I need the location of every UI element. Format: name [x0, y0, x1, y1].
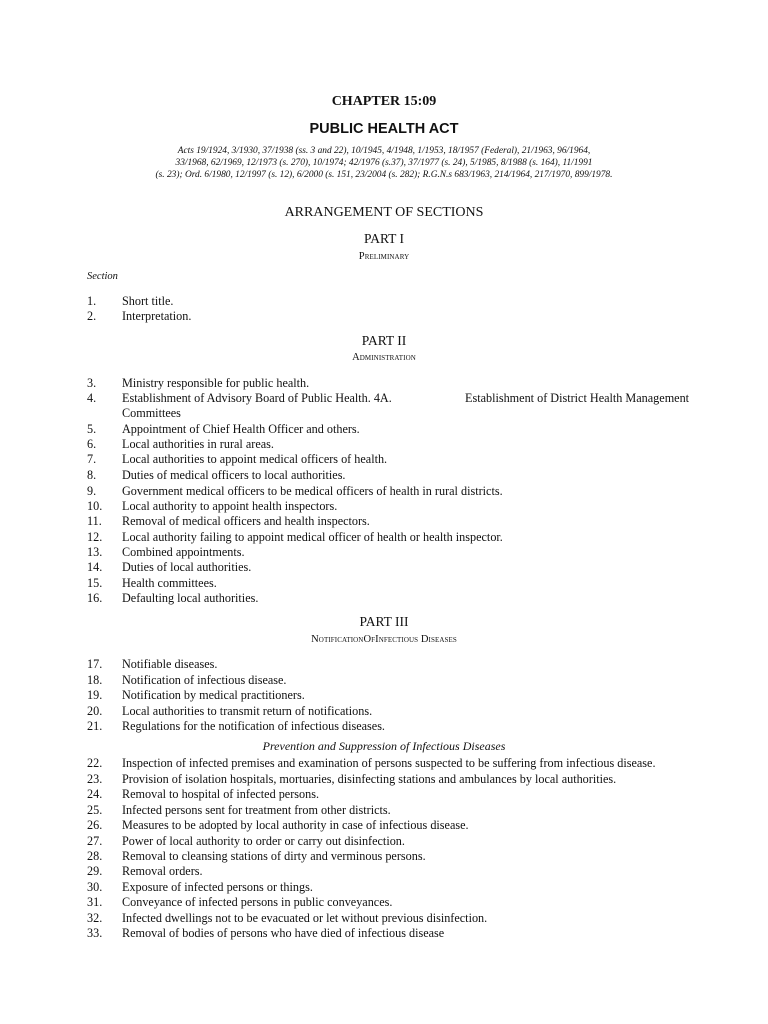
acts-line: (s. 23); Ord. 6/1980, 12/1997 (s. 12), 6/2000 (s. 151, 23/2004 (s. 282); R.G.N.s 683/1963, 214/1964, 217/1970, 899/1978. [155, 170, 613, 180]
subsection-heading: Prevention and Suppression of Infectious Diseases [262, 739, 506, 753]
section-title: Duties of local authorities. [122, 560, 252, 574]
section-number: 15. [87, 576, 103, 590]
section-number: 25. [87, 803, 103, 817]
section-title: Power of local authority to order or carry out disinfection. [122, 834, 405, 848]
section-title-wrap: Committees [122, 406, 181, 420]
section-number: 11. [87, 514, 102, 528]
section-number: 4. [87, 391, 97, 405]
section-title: Appointment of Chief Health Officer and others. [122, 422, 360, 436]
section-number: 12. [87, 530, 103, 544]
section-title: Inspection of infected premises and examination of persons suspected to be suffering from infectious disease. [122, 756, 656, 770]
section-title: Exposure of infected persons or things. [122, 880, 313, 894]
section-title: Duties of medical officers to local authorities. [122, 468, 346, 482]
section-number: 10. [87, 499, 103, 513]
section-title: Infected dwellings not to be evacuated or let without previous disinfection. [122, 911, 488, 925]
part-subheading: NotificationOfInfectious Diseases [311, 634, 457, 645]
part-subheading: Administration [352, 352, 416, 363]
section-title: Removal of medical officers and health inspectors. [122, 514, 370, 528]
arrangement-heading: ARRANGEMENT OF SECTIONS [284, 205, 484, 220]
section-number: 14. [87, 560, 103, 574]
section-number: 31. [87, 895, 103, 909]
section-title: Conveyance of infected persons in public conveyances. [122, 895, 393, 909]
section-title: Interpretation. [122, 309, 192, 323]
section-title-continued: Establishment of District Health Management [465, 391, 690, 405]
section-title: Local authority failing to appoint medical officer of health or health inspector. [122, 530, 503, 544]
section-title: Local authority to appoint health inspectors. [122, 499, 338, 513]
section-number: 23. [87, 772, 103, 786]
section-number: 22. [87, 756, 103, 770]
section-number: 19. [87, 688, 103, 702]
section-number: 3. [87, 376, 97, 390]
section-number: 7. [87, 452, 97, 466]
section-number: 13. [87, 545, 103, 559]
section-title: Government medical officers to be medical officers of health in rural districts. [122, 484, 503, 498]
section-number: 2. [87, 309, 97, 323]
act-title: PUBLIC HEALTH ACT [309, 121, 459, 137]
chapter-number: CHAPTER 15:09 [331, 94, 437, 109]
section-number: 20. [87, 704, 103, 718]
section-number: 28. [87, 849, 103, 863]
section-label: Section [87, 271, 118, 282]
section-title: Local authorities to appoint medical officers of health. [122, 452, 388, 466]
section-number: 9. [87, 484, 97, 498]
section-title: Local authorities in rural areas. [122, 437, 274, 451]
section-number: 32. [87, 911, 103, 925]
acts-line: Acts 19/1924, 3/1930, 37/1938 (ss. 3 and 22), 10/1945, 4/1948, 1/1953, 18/1957 (Federal), 21/1963, 96/1964, [177, 146, 591, 156]
section-title: Measures to be adopted by local authority in case of infectious disease. [122, 818, 469, 832]
section-title: Removal of bodies of persons who have died of infectious disease [122, 926, 445, 940]
part-heading: PART II [361, 333, 407, 348]
section-title: Regulations for the notification of infectious diseases. [122, 719, 385, 733]
section-title: Ministry responsible for public health. [122, 376, 310, 390]
part-heading: PART III [359, 614, 409, 629]
section-title: Health committees. [122, 576, 217, 590]
section-number: 26. [87, 818, 103, 832]
section-title: Removal to hospital of infected persons. [122, 787, 319, 801]
section-number: 21. [87, 719, 103, 733]
section-title: Infected persons sent for treatment from other districts. [122, 803, 391, 817]
section-number: 17. [87, 657, 103, 671]
part-subheading: Preliminary [358, 251, 410, 262]
section-title: Short title. [122, 294, 174, 308]
section-number: 24. [87, 787, 103, 801]
section-title: Notification of infectious disease. [122, 673, 287, 687]
section-title: Establishment of Advisory Board of Public Health. 4A. [122, 391, 392, 405]
section-number: 5. [87, 422, 97, 436]
section-title: Notification by medical practitioners. [122, 688, 305, 702]
section-number: 33. [87, 926, 103, 940]
section-number: 6. [87, 437, 97, 451]
section-title: Notifiable diseases. [122, 657, 218, 671]
part-heading: PART I [363, 231, 405, 246]
section-number: 29. [87, 864, 103, 878]
acts-line: 33/1968, 62/1969, 12/1973 (s. 270), 10/1974; 42/1976 (s.37), 37/1977 (s. 24), 5/1985, 8/1988 (s. 164), 11/1991 [175, 158, 593, 168]
section-title: Combined appointments. [122, 545, 245, 559]
section-title: Local authorities to transmit return of notifications. [122, 704, 373, 718]
section-title: Defaulting local authorities. [122, 591, 259, 605]
section-number: 18. [87, 673, 103, 687]
section-title: Removal orders. [122, 864, 203, 878]
section-title: Removal to cleansing stations of dirty and verminous persons. [122, 849, 426, 863]
section-title: Provision of isolation hospitals, mortuaries, disinfecting stations and ambulances by local authorities. [122, 772, 617, 786]
section-number: 27. [87, 834, 103, 848]
section-number: 16. [87, 591, 103, 605]
section-number: 8. [87, 468, 97, 482]
section-number: 30. [87, 880, 103, 894]
section-row [87, 391, 727, 421]
section-number: 1. [87, 294, 97, 308]
